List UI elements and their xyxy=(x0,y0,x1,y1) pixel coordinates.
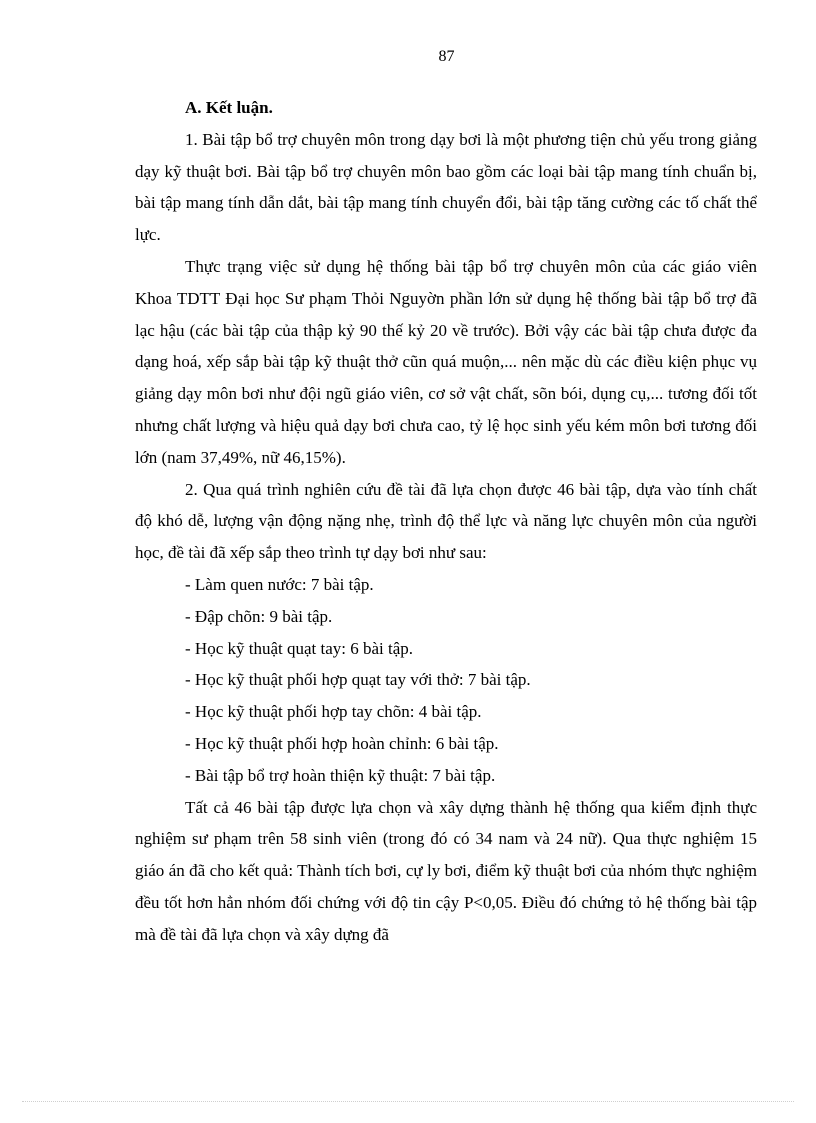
section-heading: A. Kết luận. xyxy=(185,98,273,117)
list-item: - Học kỹ thuật phối hợp quạt tay với thở: 7 bài tập. xyxy=(185,670,531,690)
paragraph-1: 1. Bài tập bổ trợ chuyên môn trong dạy bơi là một phương tiện chủ yếu trong giảng dạy kỹ thuật bơi. Bài tập bổ trợ chuyên môn bao gồm các loại bài tập mang tính chuẩn bị, bài tập mang tính dẫn dắt, bài tập mang tính chuyển đổi, bài tập tăng cường các tố chất thể lực. xyxy=(135,129,757,245)
paragraph-2: Thực trạng việc sử dụng hệ thống bài tập bổ trợ chuyên môn của các giáo viên Khoa TDTT Đại học Sư phạm Thỏi Nguyờn phần lớn sử dụng hệ thống bài tập bổ trợ đã lạc hậu (các bài tập của thập kỷ 90 thế kỷ 20 về trước). Bởi vậy các bài tập chưa được đa dạng hoá, xếp sắp bài tập kỹ thuật thở cũn quá muộn,... nên mặc dù các điều kiện phục vụ giảng dạy môn bơi như đội ngũ giáo viên, cơ sở vật chất, sõn bói, dụng cụ,... tương đối tốt nhưng chất lượng và hiệu quả dạy bơi chưa cao, tỷ lệ học sinh yếu kém môn bơi tương đối lớn (nam 37,49%, nữ 46,15%). xyxy=(135,256,757,467)
paragraph-3: 2. Qua quá trình nghiên cứu đề tài đã lựa chọn được 46 bài tập, dựa vào tính chất độ khó dễ, lượng vận động nặng nhẹ, trình độ thể lực và năng lực chuyên môn của người học, đề tài đã xếp sắp theo trình tự dạy bơi như sau: xyxy=(135,479,757,563)
list-item: - Bài tập bổ trợ hoàn thiện kỹ thuật: 7 bài tập. xyxy=(185,765,496,785)
list-item: - Đập chõn: 9 bài tập. xyxy=(185,606,333,626)
list-item: - Học kỹ thuật phối hợp tay chõn: 4 bài tập. xyxy=(185,702,482,722)
page-bottom-divider xyxy=(22,1101,794,1102)
list-item: - Làm quen nước: 7 bài tập. xyxy=(185,574,374,594)
document-body xyxy=(135,92,757,951)
list-item: - Học kỹ thuật phối hợp hoàn chỉnh: 6 bài tập. xyxy=(185,733,499,753)
closing-paragraph: Tất cả 46 bài tập được lựa chọn và xây dựng thành hệ thống qua kiểm định thực nghiệm sư phạm trên 58 sinh viên (trong đó có 34 nam và 24 nữ). Qua thực nghiệm 15 giáo án đã cho kết quả: Thành tích bơi, cự ly bơi, điểm kỹ thuật bơi của nhóm thực nghiệm đều tốt hơn hẳn nhóm đối chứng với độ tin cậy P<0,05. Điều đó chứng tỏ hệ thống bài tập mà đề tài đã lựa chọn và xây dựng đã xyxy=(135,797,757,944)
list-item: - Học kỹ thuật quạt tay: 6 bài tập. xyxy=(185,638,414,658)
page-number: 87 xyxy=(438,48,455,65)
